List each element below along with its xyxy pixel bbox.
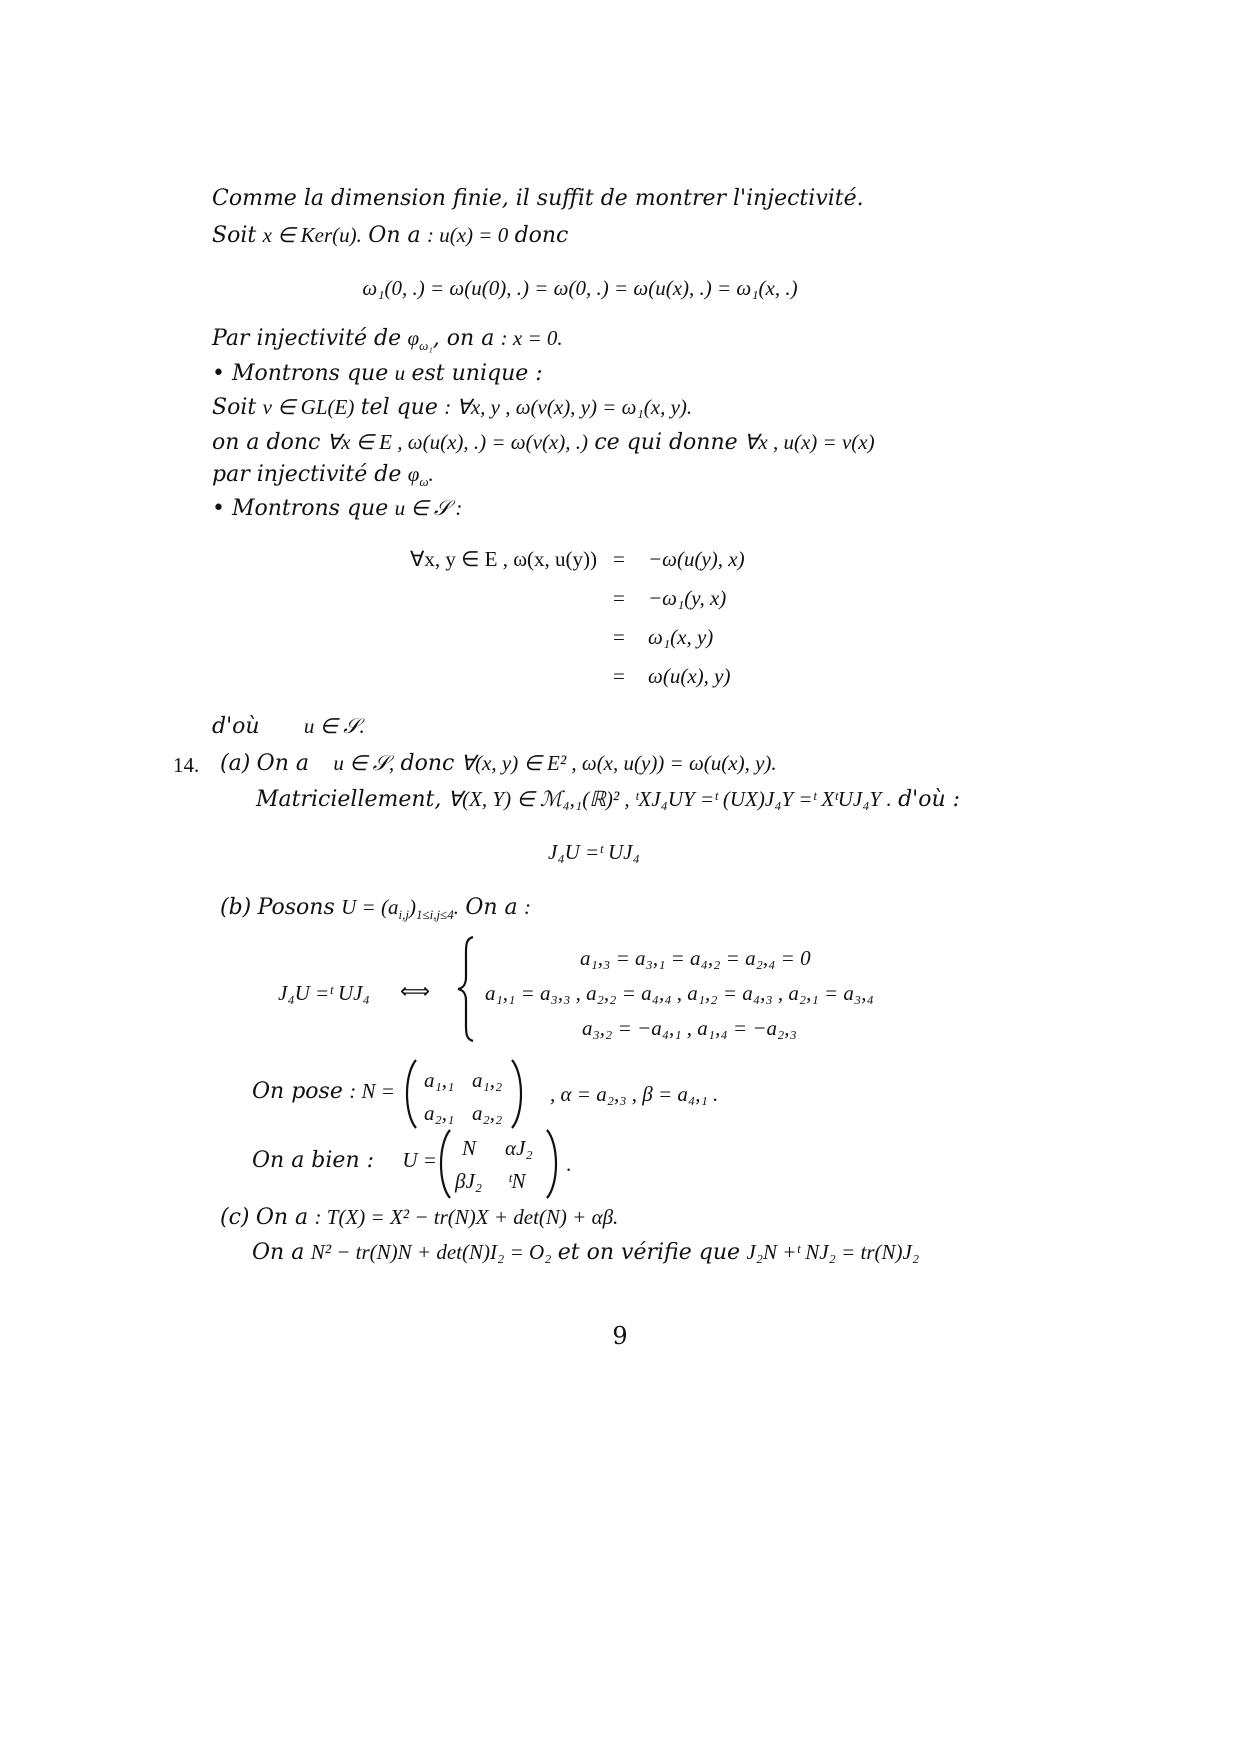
text-line [212, 462, 434, 490]
matrix-cell: a₂,₂ [472, 1101, 503, 1125]
handwritten-text: ce qui donne [594, 430, 738, 455]
math-inline: $\varphi_\omega$. [407, 462, 434, 490]
part-label: (c) [220, 1205, 250, 1230]
system-row: a₁,₃ = a₃,₁ = a₄,₂ = a₂,₄ = 0 [580, 946, 811, 970]
handwritten-text: d'où : [898, 787, 961, 812]
handwritten-text: On a bien : [252, 1148, 375, 1173]
math-inline: u ∈ 𝒮. [303, 714, 365, 738]
matrix-right-paren [543, 1128, 563, 1200]
align-equals: = [613, 664, 625, 688]
math-inline: : N = [349, 1079, 395, 1103]
handwritten-text: donc [400, 751, 455, 776]
text-line [256, 787, 960, 813]
handwritten-text: On pose [252, 1079, 343, 1104]
math-inline: x ∈ Ker(u). [262, 223, 362, 247]
align-equals: = [613, 586, 625, 610]
text-line [220, 751, 777, 777]
text-line [212, 326, 563, 354]
math-inline: u ∈ 𝒮 : [394, 496, 463, 520]
math-inline: : ∀x, y , ω(v(x), y) = ω₁(x, y). [444, 395, 693, 419]
handwritten-text: tel que [360, 395, 438, 420]
handwritten-text: et on vérifie que [557, 1240, 741, 1265]
math-inline: ∀x , u(x) = v(x) [744, 430, 875, 454]
handwritten-text: On a [465, 895, 518, 920]
text-line [252, 1079, 395, 1105]
matrix-cell: ᵗN [508, 1169, 526, 1193]
handwritten-text: On a [368, 223, 421, 248]
handwritten-text: par injectivité de [212, 462, 402, 487]
align-rhs: −ω(u(y), x) [648, 547, 745, 571]
text-line [220, 1205, 618, 1231]
text-line [212, 223, 568, 249]
math-inline: : u(x) = 0 [426, 223, 509, 247]
handwritten-text: d'où [212, 714, 260, 739]
part-label: (a) [220, 751, 251, 776]
display-equation: J₄U =ᵗ UJ₄ [548, 840, 640, 864]
math-inline: : x = 0. [500, 326, 563, 350]
matrix-left-paren [434, 1128, 454, 1200]
math-inline: N² − tr(N)N + det(N)I₂ = O₂ [310, 1240, 552, 1264]
text-line [252, 1240, 919, 1266]
math-inline: J₂N +ᵗ NJ₂ = tr(N)J₂ [746, 1240, 920, 1264]
handwritten-text: est unique : [411, 361, 543, 386]
math-inline: U = [402, 1148, 437, 1172]
align-rhs: ω₁(x, y) [648, 625, 714, 649]
math-inline: ∀x ∈ E , ω(u(x), .) = ω(v(x), .) [326, 430, 588, 454]
handwritten-text: Matriciellement, [256, 787, 442, 812]
math-inline: u ∈ 𝒮, [333, 751, 395, 775]
page-number: 9 [612, 1322, 628, 1350]
math-inline: ∀(X, Y) ∈ ℳ₄,₁(ℝ)² , ᵗXJ₄UY =ᵗ (UX)J₄Y =ᵗ XᵗUJ₄Y . [447, 787, 892, 811]
bullet-line [212, 496, 462, 522]
handwritten-text: On a [252, 1240, 305, 1265]
align-lhs: ∀x, y ∈ E , ω(x, u(y)) [410, 547, 598, 571]
matrix-left-paren [400, 1058, 420, 1130]
math-inline: : T(X) = X² − tr(N)X + det(N) + αβ. [314, 1205, 619, 1229]
handwritten-text: On a [256, 751, 309, 776]
question-number: 14. [173, 753, 200, 777]
bullet-line [212, 361, 543, 387]
handwritten-text: Posons [257, 895, 335, 920]
matrix-cell: αJ₂ [505, 1136, 533, 1160]
math-inline: v ∈ GL(E) [262, 395, 355, 419]
matrix-right-paren [508, 1058, 528, 1130]
math-inline: : [524, 895, 531, 919]
align-equals: = [613, 547, 625, 571]
matrix-cell: βJ₂ [455, 1169, 483, 1193]
math-inline: $U = (a_{i,j})_{1\le i,j\le 4}$. [341, 895, 459, 923]
handwritten-text: • Montrons que [212, 361, 389, 386]
handwritten-text: donc [514, 223, 569, 248]
handwritten-text: • Montrons que [212, 496, 389, 521]
text-line [252, 1148, 437, 1174]
handwritten-text: Par injectivité de [212, 326, 402, 351]
math-inline: u [394, 361, 406, 385]
text-line [212, 430, 875, 456]
display-equation: ω₁(0, .) = ω(u(0), .) = ω(0, .) = ω(u(x), .) = ω₁(x, .) [362, 276, 798, 300]
align-rhs: −ω₁(y, x) [648, 586, 727, 610]
text-line [220, 895, 531, 923]
system-row: a₃,₂ = −a₄,₁ , a₁,₄ = −a₂,₃ [582, 1016, 797, 1040]
handwritten-text: Soit [212, 223, 257, 248]
handwritten-text: On a [255, 1205, 309, 1230]
matrix-cell: a₂,₁ [424, 1101, 455, 1125]
handwritten-text: , on a [432, 326, 495, 351]
math-inline: $\varphi_{\omega_1}$ [407, 326, 433, 354]
left-brace [455, 935, 485, 1043]
handwritten-text: on a donc [212, 430, 321, 455]
align-rhs: ω(u(x), y) [648, 664, 731, 688]
text-line [212, 395, 692, 421]
iff-symbol: ⟺ [400, 979, 431, 1003]
definitions: , α = a₂,₃ , β = a₄,₁ . [550, 1082, 719, 1106]
math-inline: ∀(x, y) ∈ E² , ω(x, u(y)) = ω(u(x), y). [460, 751, 777, 775]
matrix-cell: N [462, 1136, 477, 1160]
matrix-cell: a₁,₂ [472, 1068, 503, 1092]
align-equals: = [613, 625, 625, 649]
matrix-cell: a₁,₁ [424, 1068, 455, 1092]
text-line [212, 714, 365, 740]
system-lhs: J₄U =ᵗ UJ₄ [278, 981, 370, 1005]
system-row: a₁,₁ = a₃,₃ , a₂,₂ = a₄,₄ , a₁,₂ = a₄,₃ , a₂,₁ = a₃,₄ [485, 981, 874, 1005]
period: . [566, 1152, 572, 1176]
text-line: Comme la dimension finie, il suffit de montrer l'injectivité. [212, 186, 864, 211]
handwritten-text: Soit [212, 395, 257, 420]
part-label: (b) [220, 895, 252, 920]
